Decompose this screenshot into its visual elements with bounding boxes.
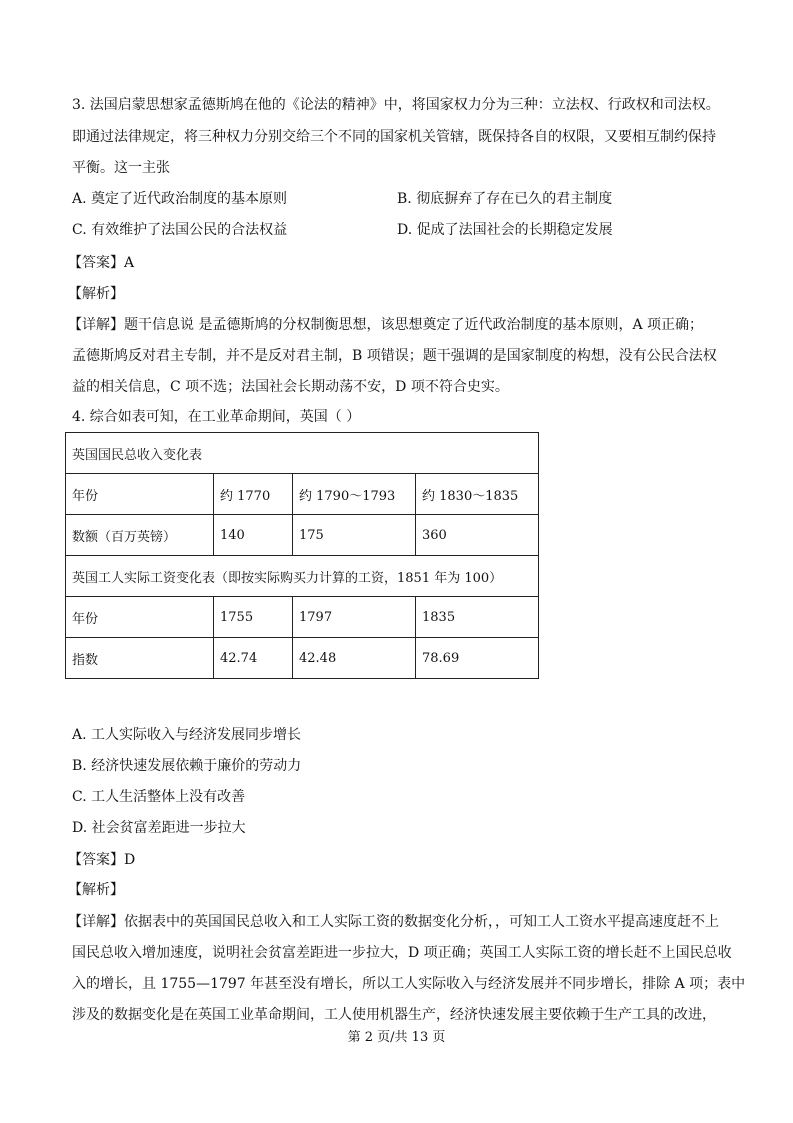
q4-stem: 4. 综合如表可知，在工业革命期间，英国（ ） (72, 409, 361, 425)
table-cell: 1797 (293, 597, 416, 638)
q3-option-c: C. 有效维护了法国公民的合法权益 (72, 222, 288, 238)
q4-option-b: B. 经济快速发展依赖于廉价的劳动力 (72, 758, 302, 774)
q4-analysis-label: 【解析】 (68, 882, 124, 898)
q3-option-d: D. 促成了法国社会的长期稳定发展 (397, 222, 613, 238)
table-row (66, 638, 539, 679)
table-cell: 1755 (214, 597, 293, 638)
table-row (66, 474, 539, 515)
table-cell: 175 (293, 515, 416, 556)
q4-detail-line1: 【详解】依据表中的英国国民总收入和工人实际工资的数据变化分析，，可知工人工资水平提高速度赶不上 (68, 914, 719, 930)
table-cell: 360 (416, 515, 539, 556)
table-cell: 约 1830～1835 (416, 474, 539, 515)
table-title-row (66, 556, 539, 597)
q3-stem-line1: 3. 法国启蒙思想家孟德斯鸠在他的《论法的精神》中，将国家权力分为三种：立法权、行政权和司法权。 (72, 97, 720, 113)
table-row (66, 515, 539, 556)
table-cell: 数额（百万英镑） (66, 515, 214, 556)
table-cell: 指数 (66, 638, 214, 679)
q4-option-d: D. 社会贫富差距进一步拉大 (72, 820, 246, 836)
table-cell: 约 1790～1793 (293, 474, 416, 515)
q4-detail-line2: 国民总收入增加速度，说明社会贫富差距进一步拉大，D 项正确；英国工人实际工资的增长赶不上国民总收 (72, 945, 732, 961)
q3-option-b: B. 彻底摒弃了存在已久的君主制度 (397, 191, 613, 207)
q3-stem-line2: 即通过法律规定，将三种权力分别交给三个不同的国家机关管辖，既保持各自的权限，又要相互制约保持 (72, 129, 716, 145)
q3-stem-line3: 平衡。这一主张 (72, 160, 170, 176)
table-cell: 年份 (66, 597, 214, 638)
table-cell: 年份 (66, 474, 214, 515)
q4-option-c: C. 工人生活整体上没有改善 (72, 789, 246, 805)
table-title-wage: 英国工人实际工资变化表（即按实际购买力计算的工资，1851 年为 100） (66, 556, 539, 597)
q3-answer: 【答案】A (68, 255, 135, 271)
page-footer: 第 2 页/共 13 页 (347, 1030, 446, 1045)
q3-detail-line2: 孟德斯鸠反对君主专制，并不是反对君主制，B 项错误；题干强调的是国家制度的构想，没有公民合法权 (72, 348, 717, 364)
q3-option-a: A. 奠定了近代政治制度的基本原则 (72, 191, 288, 207)
table-title-income: 英国国民总收入变化表 (66, 433, 539, 474)
table-title-row (66, 433, 539, 474)
q4-detail-line4: 涉及的数据变化是在英国工业革命期间，工人使用机器生产，经济快速发展主要依赖于生产工具的改进， (72, 1007, 716, 1023)
q3-analysis-label: 【解析】 (68, 286, 124, 302)
income-wage-table (65, 432, 539, 679)
table-cell: 140 (214, 515, 293, 556)
table-cell: 42.74 (214, 638, 293, 679)
table-row (66, 597, 539, 638)
table-cell: 42.48 (293, 638, 416, 679)
q4-option-a: A. 工人实际收入与经济发展同步增长 (72, 727, 302, 743)
q3-detail-line1: 【详解】题干信息说 是孟德斯鸠的分权制衡思想，该思想奠定了近代政治制度的基本原则，A 项正确； (68, 317, 704, 333)
q3-detail-line3: 益的相关信息，C 项不选；法国社会长期动荡不安，D 项不符合史实。 (72, 379, 509, 395)
q4-detail-line3: 入的增长，且 1755—1797 年甚至没有增长，所以工人实际收入与经济发展并不同步增长，排除 A 项；表中 (72, 976, 746, 992)
q4-answer: 【答案】D (68, 852, 136, 868)
table-cell: 约 1770 (214, 474, 293, 515)
table-cell: 78.69 (416, 638, 539, 679)
table-cell: 1835 (416, 597, 539, 638)
